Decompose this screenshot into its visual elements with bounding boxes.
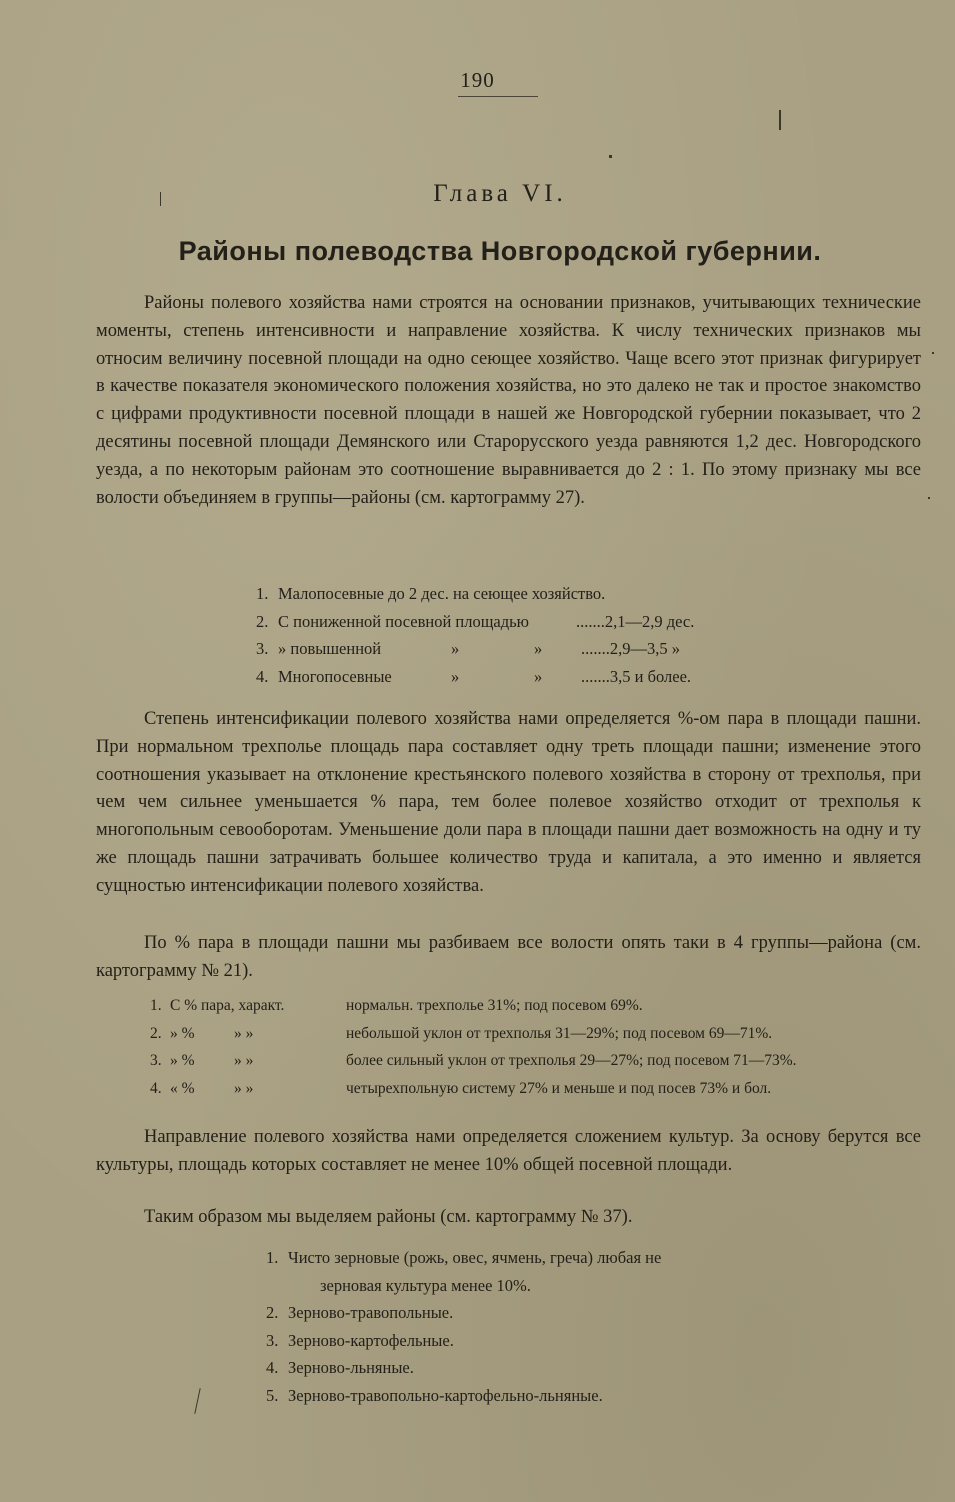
paragraph-2: [96, 706, 921, 901]
list-item: [256, 635, 776, 663]
list-item-prefix: « %: [170, 1079, 195, 1097]
list-fallow-share: [150, 992, 930, 1102]
list-item-number: 2.: [266, 1303, 279, 1322]
list-item-continuation: [266, 1272, 826, 1300]
paragraph-5-text: Таким образом мы выделяем районы (см. картограмму № 37).: [144, 1207, 633, 1227]
paper-speck: [928, 497, 930, 499]
paper-scratch: [779, 110, 781, 130]
list-item-name: Малопосевные до 2 дес. на сеющее хозяйство.: [278, 584, 606, 603]
list-item-number: 2.: [256, 611, 269, 631]
paragraph-3: [96, 930, 921, 986]
list-item-description: небольшой уклон от трехполья 31—29%; под посевом 69—71%.: [346, 1024, 773, 1042]
list-item-ditto: » »: [234, 1024, 254, 1042]
list-item-number: 3.: [256, 639, 269, 658]
chapter-heading: Глава VI.: [433, 180, 567, 207]
list-item-number: 1.: [150, 997, 162, 1014]
list-item-prefix: С % пара, характ.: [170, 997, 285, 1014]
list-item-prefix: » %: [170, 1052, 195, 1069]
paragraph-4-text: Направление полевого хозяйства нами определяется сложением культур. За основу берутся все культуры, площадь которых составляет не менее 10% общей посевной площади.: [96, 1127, 921, 1175]
list-item: [256, 580, 776, 608]
list-item: [256, 608, 776, 636]
chapter-title: Районы полеводства Новгородской губернии.: [178, 236, 822, 266]
list-item-text: Зерново-картофельные.: [288, 1330, 454, 1350]
list-item-ditto: »: [451, 666, 460, 686]
list-item-number: 4.: [150, 1079, 162, 1097]
list-item-ditto: »: [534, 639, 543, 658]
list-item-prefix: » %: [170, 1024, 195, 1042]
list-item-text: зерновая культура менее 10%.: [320, 1275, 531, 1295]
list-item-value: .......3,5 и более.: [581, 666, 692, 686]
list-item-number: 1.: [256, 584, 269, 603]
list-item: [266, 1299, 826, 1327]
list-item: [266, 1382, 826, 1410]
list-item-text: Чисто зерновые (рожь, овес, ячмень, греча) любая не: [288, 1248, 662, 1267]
list-item-number: 1.: [266, 1248, 279, 1267]
list-item-number: 5.: [266, 1385, 279, 1405]
list-crop-direction: [266, 1244, 826, 1409]
paragraph-4: [96, 1124, 921, 1180]
list-item: [150, 1047, 930, 1075]
list-item: [150, 1020, 930, 1048]
list-item-description: более сильный уклон от трехполья 29—27%; под посевом 71—73%.: [346, 1052, 797, 1069]
page-number: 190: [460, 68, 495, 92]
list-item: [266, 1244, 826, 1272]
list-item-number: 4.: [256, 666, 269, 686]
paper-scratch: [194, 1388, 200, 1414]
paragraph-5: [96, 1204, 921, 1232]
list-item-text: Зерново-травопольные.: [288, 1303, 454, 1322]
list-item-name: С пониженной посевной площадью: [278, 611, 529, 631]
list-item-ditto: » »: [234, 1052, 254, 1069]
paragraph-2-text: Степень интенсификации полевого хозяйства нами определяется %-ом пара в площади пашни. При нормальном трехполье площадь пара составляет одну треть площади пашни; изменение этого соотношения указывает на отклонение крестьянского полевого хозяйства в сторону от трехполья, при чем чем сильнее уменьшается % пара, тем более полевое хозяйство отходит от трехполья к многопольным севооборотам. Уменьшение доли пара в площади пашни дает возможность на одну и ту же площадь пашни затрачивать большее количество труда и капитала, а это именно и является сущностью интенсификации полевого хозяйства.: [96, 709, 921, 896]
paper-speck: [609, 155, 612, 158]
list-sowing-area: [256, 580, 776, 690]
list-item: [150, 992, 930, 1020]
list-item-description: четырехпольную систему 27% и меньше и под посев 73% и бол.: [346, 1079, 772, 1097]
list-item-description: нормальн. трехполье 31%; под посевом 69%.: [346, 997, 643, 1014]
list-item: [256, 663, 776, 691]
list-item-value: .......2,9—3,5 »: [581, 639, 680, 658]
list-item-number: 2.: [150, 1024, 162, 1042]
list-item-ditto: » »: [234, 1079, 254, 1097]
paper-scratch: [160, 192, 161, 206]
page-number-rule: [458, 96, 538, 97]
list-item: [266, 1327, 826, 1355]
list-item-name: » повышенной: [278, 639, 382, 658]
paragraph-1-text: Районы полевого хозяйства нами строятся на основании признаков, учитывающих технические моменты, степень интенсивности и направление хозяйства. К числу технических признаков мы относим величину посевной площади на одно сеющее хозяйство. Чаще всего этот признак фигурирует в качестве показателя экономического положения хозяйства, но это далеко не так и простое знакомство с цифрами продуктивности посевной площади в нашей же Новгородской губернии показывает, что 2 десятины посевной площади Демянского или Старорусского уезда равняются 1,2 дес. Новгородского уезда, а по некоторым районам это соотношение выравнивается до 2 : 1. По этому признаку мы все волости объединяем в группы—районы (см. картограмму 27).: [96, 293, 921, 508]
list-item: [150, 1075, 930, 1103]
list-item-value: .......2,1—2,9 дес.: [576, 611, 695, 631]
list-item-text: Зерново-льняные.: [288, 1358, 414, 1377]
list-item-text: Зерново-травопольно-картофельно-льняные.: [288, 1385, 603, 1405]
list-item-name: Многопосевные: [278, 666, 392, 686]
paper-speck: [932, 352, 934, 354]
list-item-number: 3.: [150, 1052, 162, 1069]
list-item: [266, 1354, 826, 1382]
list-item-number: 4.: [266, 1358, 279, 1377]
list-item-ditto: »: [451, 639, 460, 658]
list-item-number: 3.: [266, 1330, 279, 1350]
paragraph-3-text: По % пара в площади пашни мы разбиваем все волости опять таки в 4 группы—района (см. картограмму № 21).: [96, 933, 921, 981]
paragraph-1: [96, 290, 921, 512]
list-item-ditto: »: [534, 666, 543, 686]
